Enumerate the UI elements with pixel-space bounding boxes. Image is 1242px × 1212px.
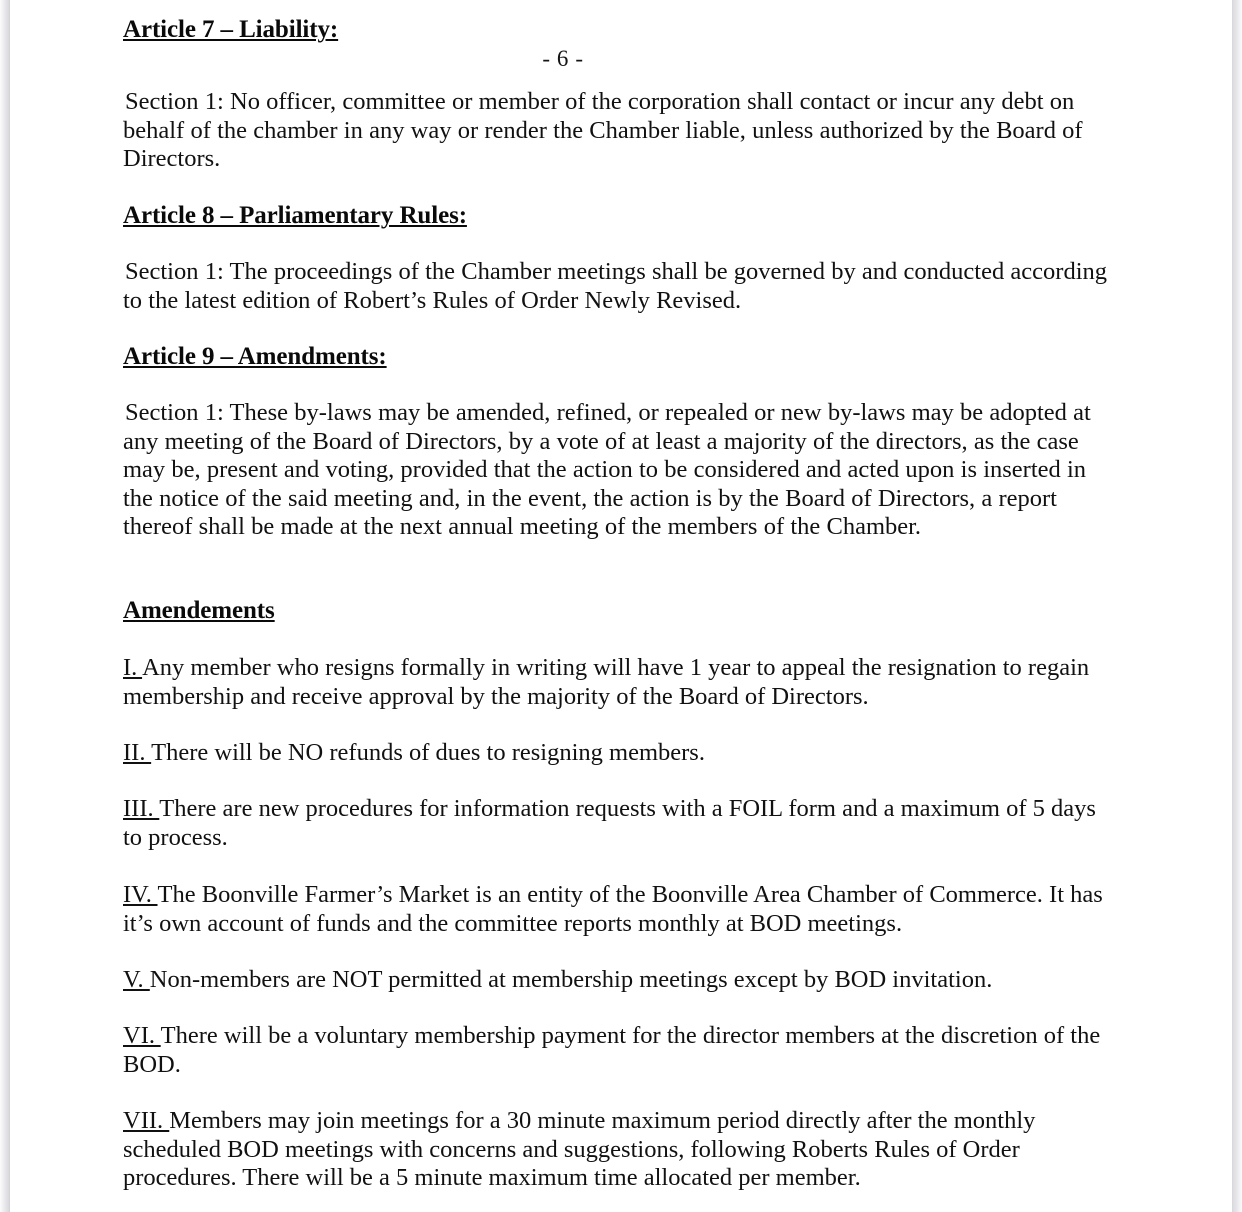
amendment-numeral-5: V. xyxy=(123,966,150,993)
amendment-numeral-6: VI. xyxy=(123,1022,161,1049)
document-page xyxy=(10,0,1232,1212)
page-number: - 6 - xyxy=(542,46,584,71)
page-left-gutter xyxy=(0,0,10,1212)
amendment-text-4: The Boonville Farmer’s Market is an entity of the Boonville Area Chamber of Commerce. It has it’s own account of funds and the committee reports monthly at BOD meetings. xyxy=(123,881,1103,937)
amendment-numeral-2: II. xyxy=(123,739,152,766)
amendment-item-5 xyxy=(123,966,1121,995)
amendment-numeral-1: I. xyxy=(123,654,143,681)
heading-article-8 xyxy=(123,202,1121,229)
amendment-text-3: There are new procedures for information requests with a FOIL form and a maximum of 5 days to process. xyxy=(123,795,1096,851)
amendment-item-1 xyxy=(123,654,1121,711)
paragraph-article-7-section-1: Section 1: No officer, committee or member of the corporation shall contact or incur any debt on behalf of the chamber in any way or render the Chamber liable, unless authorized by the Board of Directors. xyxy=(123,88,1083,173)
amendment-text-7: Members may join meetings for a 30 minute maximum period directly after the monthly scheduled BOD meetings with concerns and suggestions, following Roberts Rules of Order procedures. There will be a 5 minute maximum time allocated per member. xyxy=(123,1107,1036,1192)
amendment-text-5: Non-members are NOT permitted at membership meetings except by BOD invitation. xyxy=(149,966,993,993)
heading-article-9 xyxy=(123,343,1121,370)
amendment-item-6 xyxy=(123,1022,1121,1079)
amendment-text-2: There will be NO refunds of dues to resigning members. xyxy=(151,739,705,766)
paragraph-article-9-section-1: Section 1: These by-laws may be amended, refined, or repealed or new by-laws may be adopted at any meeting of the Board of Directors, by a vote of at least a majority of the directors, as the case may be, present and voting, provided that the action to be considered and acted upon is inserted in the notice of the said meeting and, in the event, the action is by the Board of Directors, a report thereof shall be made at the next annual meeting of the members of the Chamber. xyxy=(123,399,1091,541)
amendment-numeral-3: III. xyxy=(123,795,160,822)
amendment-numeral-7: VII. xyxy=(123,1107,170,1134)
amendment-item-3 xyxy=(123,795,1121,852)
amendment-text-1: Any member who resigns formally in writing will have 1 year to appeal the resignation to regain membership and receive approval by the majority of the Board of Directors. xyxy=(123,654,1090,710)
heading-amendments xyxy=(123,597,1121,624)
amendment-item-2 xyxy=(123,739,1121,768)
amendment-numeral-4: IV. xyxy=(123,881,158,908)
heading-amendments-text: Amendements xyxy=(123,597,275,624)
heading-article-7 xyxy=(123,16,1121,43)
heading-article-8-text: Article 8 – Parliamentary Rules: xyxy=(123,202,467,229)
amendment-item-7 xyxy=(123,1107,1121,1193)
amendment-item-4 xyxy=(123,881,1121,938)
heading-article-7-text: Article 7 – Liability: xyxy=(123,16,339,43)
page-right-gutter xyxy=(1232,0,1242,1212)
heading-article-9-text: Article 9 – Amendments: xyxy=(123,343,387,370)
amendment-text-6: There will be a voluntary membership payment for the director members at the discretion of the BOD. xyxy=(123,1022,1101,1078)
paragraph-article-8-section-1: Section 1: The proceedings of the Chamber meetings shall be governed by and conducted according to the latest edition of Robert’s Rules of Order Newly Revised. xyxy=(123,258,1108,314)
